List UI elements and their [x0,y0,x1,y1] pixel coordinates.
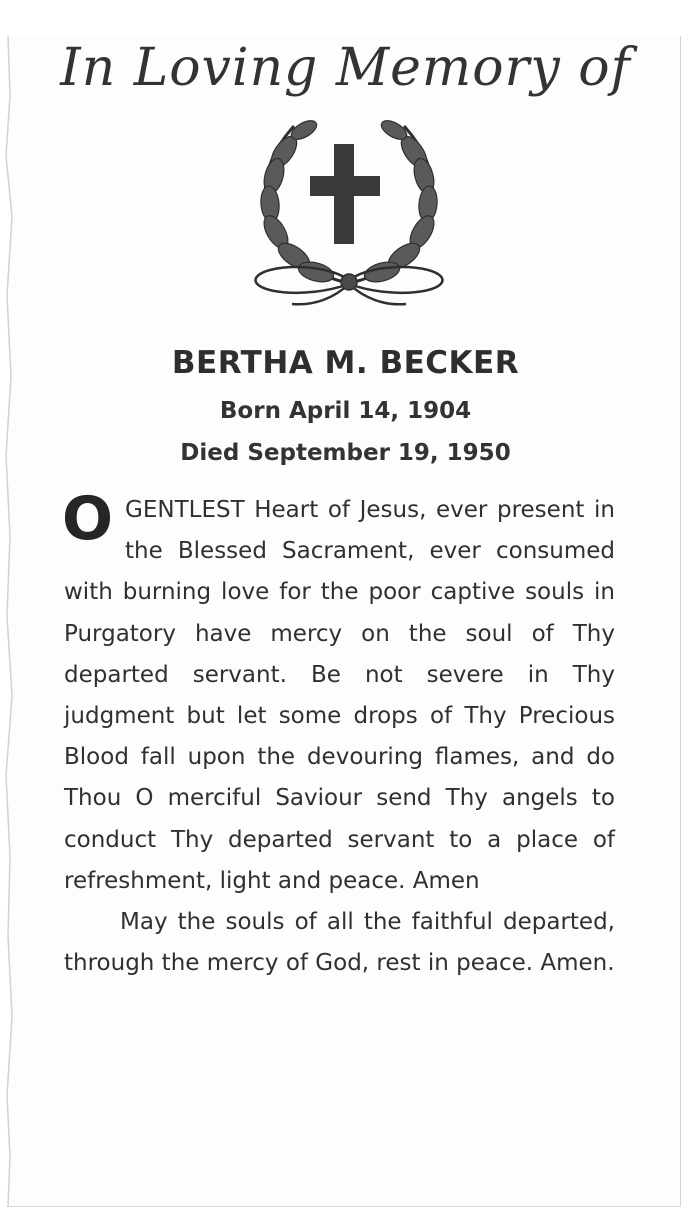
prayer-drop-cap: O [62,484,114,554]
closing-blessing: May the souls of all the faithful departed, through the mercy of God, rest in peace. Amen. [64,909,615,977]
prayer-body: GENTLEST Heart of Jesus, ever present in the Blessed Sacrament, ever consumed with burning love for the poor captive souls in Purgatory have mercy on the soul of Thy departed servant. Be not severe in Thy judgment but let some drops of Thy Precious Blood fall upon the devouring flames, and do Thou O merciful Saviour send Thy angels to conduct Thy departed servant to a place of refreshment, light and peace. Amen [64,497,615,894]
death-date: Died September 19, 1950 [180,440,511,466]
torn-edge [0,36,22,1206]
birth-date: Born April 14, 1904 [219,398,472,424]
deceased-name: BERTHA M. BECKER [171,345,520,381]
prayer-text [62,484,615,984]
prayer-paragraph [62,484,615,902]
card-heading: In Loving Memory of [60,38,631,98]
cross-in-wreath-icon [244,112,454,318]
